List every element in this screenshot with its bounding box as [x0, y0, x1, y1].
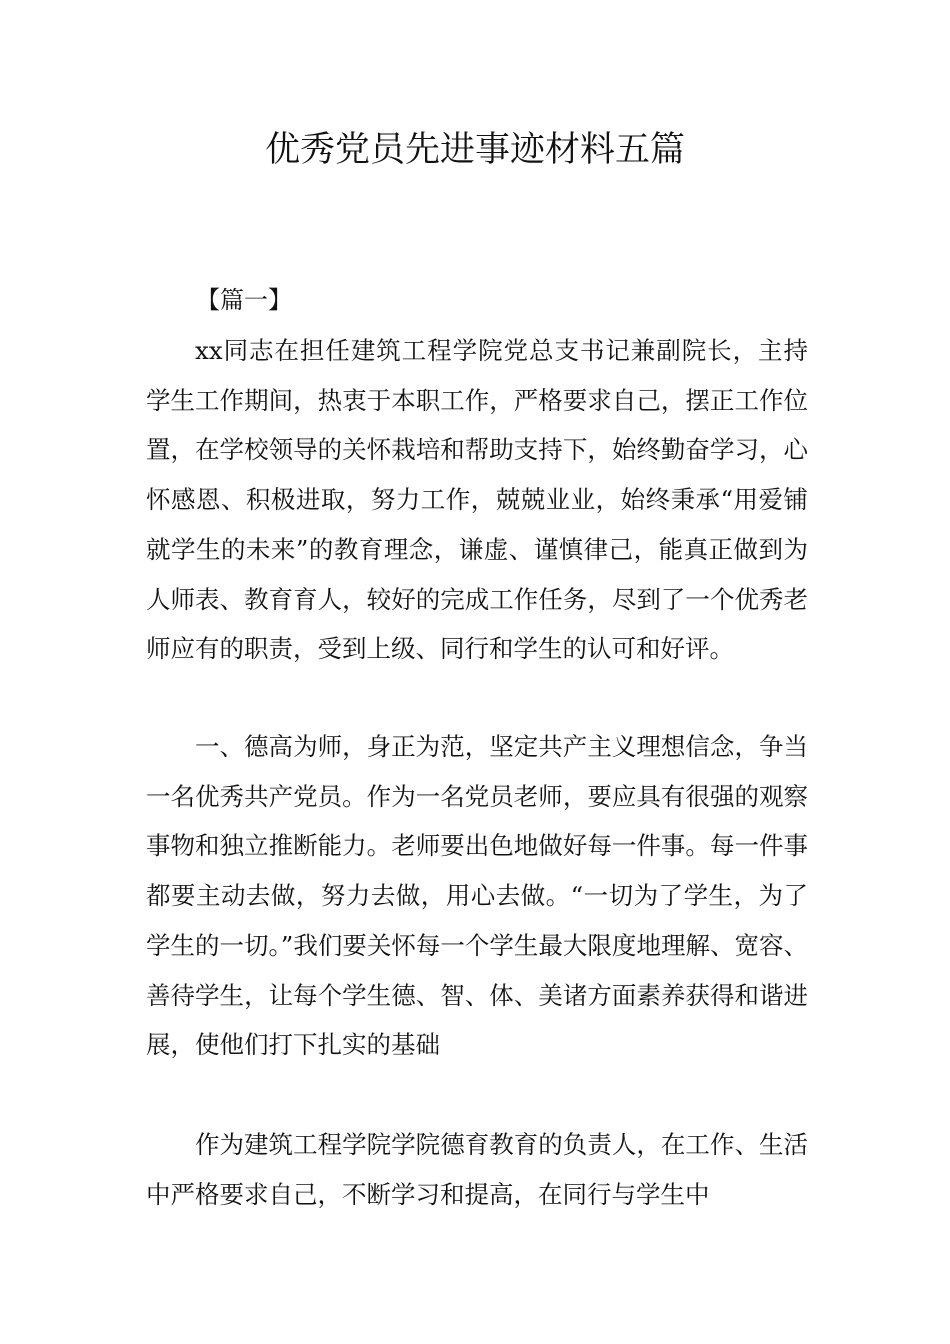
paragraph-1: xx同志在担任建筑工程学院党总支书记兼副院长，主持学生工作期间，热衷于本职工作，严格要求自己，摆正工作位置，在学校领导的关怀栽培和帮助支持下，始终勤奋学习，心怀感恩、积极进取，努力工作，兢兢业业，始终秉承“用爱铺就学生的未来”的教育理念，谦虚、谨慎律己，能真正做到为人师表、教育育人，较好的完成工作任务，尽到了一个优秀老师应有的职责，受到上级、同行和学生的认可和好评。: [146, 336, 808, 664]
section-heading: 【篇一】: [196, 286, 292, 314]
paragraph-2: 一、德高为师，身正为范，坚定共产主义理想信念，争当一名优秀共产党员。作为一名党员老师，要应具有很强的观察事物和独立推断能力。老师要出色地做好每一件事。每一件事都要主动去做，努力去做，用心去做。“一切为了学生，为了学生的一切。”我们要关怀每一个学生最大限度地理解、宽容、善待学生，让每个学生德、智、体、美诸方面素养获得和谐进展，使他们打下扎实的基础: [146, 732, 808, 1060]
paragraph-3: 作为建筑工程学院学院德育教育的负责人，在工作、生活中严格要求自己，不断学习和提高，在同行与学生中: [146, 1130, 808, 1209]
document-title: 优秀党员先进事迹材料五篇: [264, 130, 685, 170]
